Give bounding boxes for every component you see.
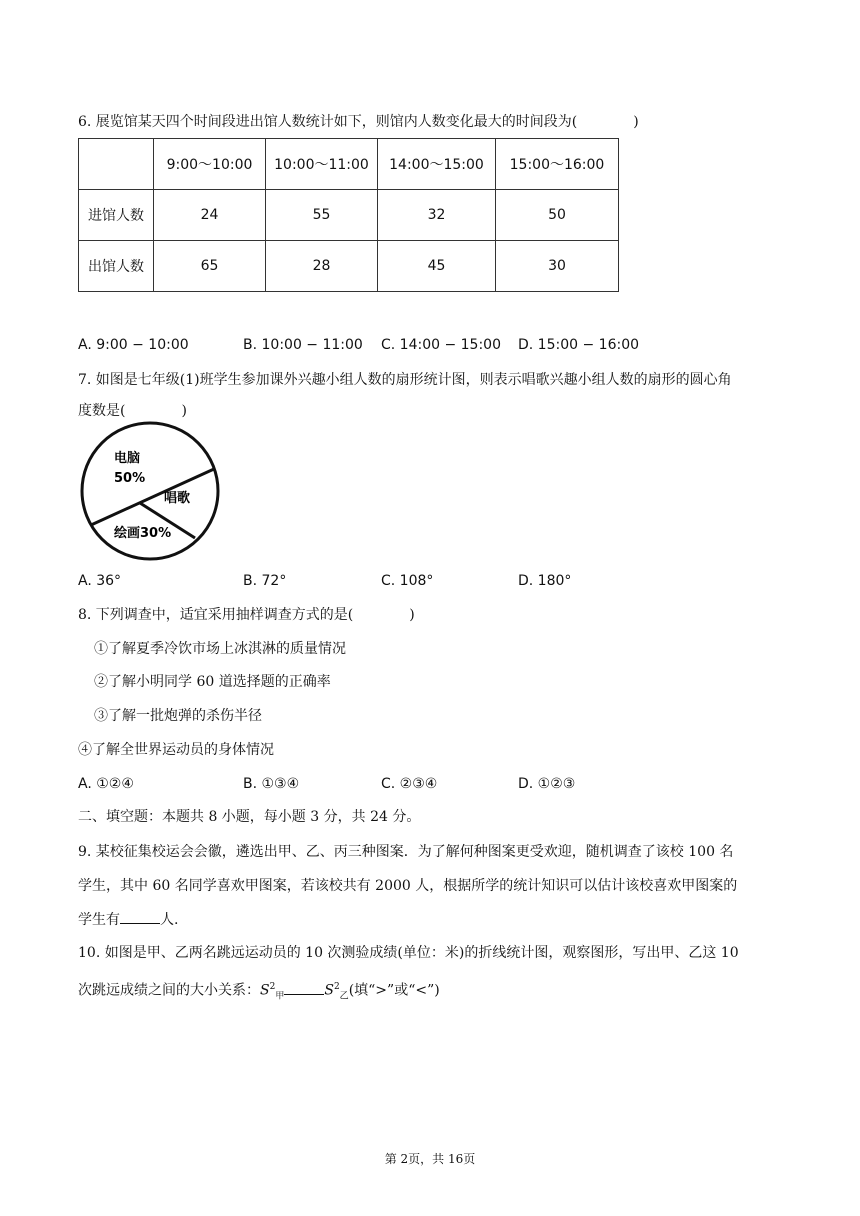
section-heading: 二、填空题：本题共 8 小题，每小题 3 分，共 24 分。 [78, 809, 421, 825]
variance-sub-jia: 甲 [275, 991, 285, 1002]
q9-line2: 学生，其中 60 名同学喜欢甲图案，若该校共有 2000 人，根据所学的统计知识可以估计该校喜欢甲图案的 [78, 878, 738, 894]
table-row [79, 241, 619, 292]
table-header-row [79, 139, 619, 190]
table-cell: 50 [496, 190, 619, 241]
q7-option-c: C. 108° [381, 573, 434, 589]
row-label: 出馆人数 [79, 241, 154, 292]
answer-blank [120, 909, 160, 924]
pie-label-drawing: 绘画30% [114, 526, 172, 541]
table-header-cell: 15:00～16:00 [496, 139, 619, 190]
q6-option-a: A. 9:00 − 10:00 [78, 337, 189, 353]
q7-option-d: D. 180° [518, 573, 572, 589]
square-exponent: 2 [269, 982, 276, 992]
row-label: 进馆人数 [79, 190, 154, 241]
table-cell: 45 [378, 241, 496, 292]
q9-line3-prefix: 学生有 [78, 912, 120, 928]
variance-symbol-yi: S [324, 982, 334, 999]
pie-label-singing: 唱歌 [164, 491, 191, 506]
table-cell: 28 [266, 241, 378, 292]
q10-line2 [78, 977, 440, 1006]
table-cell: 30 [496, 241, 619, 292]
variance-symbol-jia: S [260, 982, 270, 999]
table-header-cell [79, 139, 154, 190]
table-cell: 24 [154, 190, 266, 241]
q7-option-b: B. 72° [243, 573, 287, 589]
q10-line2-suffix: (填“>”或“<”) [348, 982, 440, 999]
table-header-cell: 14:00～15:00 [378, 139, 496, 190]
q6-table [78, 138, 619, 292]
q9-line3 [78, 909, 178, 930]
answer-blank [284, 980, 324, 995]
q7-option-a: A. 36° [78, 573, 122, 589]
q8-item-4: ④了解全世界运动员的身体情况 [78, 742, 274, 758]
q8-option-d: D. ①②③ [518, 776, 576, 792]
q6-option-b: B. 10:00 − 11:00 [243, 337, 363, 353]
q8-option-b: B. ①③④ [243, 776, 300, 792]
page-footer: 第 2页，共 16页 [384, 1152, 476, 1166]
q8-item-1: ①了解夏季冷饮市场上冰淇淋的质量情况 [94, 641, 346, 657]
q7-stem-line1: 7. 如图是七年级(1)班学生参加课外兴趣小组人数的扇形统计图，则表示唱歌兴趣小组人数的扇形的圆心角 [78, 372, 732, 388]
q8-stem: 8. 下列调查中，适宜采用抽样调查方式的是( ) [78, 607, 415, 623]
q10-line1: 10. 如图是甲、乙两名跳远运动员的 10 次测验成绩(单位：米)的折线统计图，观察图形，写出甲、乙这 10 [78, 945, 739, 961]
table-header-cell: 9:00～10:00 [154, 139, 266, 190]
pie-label-computer: 电脑 [114, 451, 141, 466]
table-cell: 55 [266, 190, 378, 241]
pie-label-computer-pct: 50% [114, 471, 146, 486]
q8-option-c: C. ②③④ [381, 776, 438, 792]
q8-item-2: ②了解小明同学 60 道选择题的正确率 [94, 674, 331, 690]
q9-line1: 9. 某校征集校运会会徽，遴选出甲、乙、丙三种图案．为了解何种图案更受欢迎，随机调查了该校 100 名 [78, 844, 734, 860]
table-cell: 65 [154, 241, 266, 292]
q6-option-d: D. 15:00 − 16:00 [518, 337, 640, 353]
q10-line2-prefix: 次跳远成绩之间的大小关系： [78, 982, 260, 999]
square-exponent: 2 [333, 982, 340, 992]
table-header-cell: 10:00～11:00 [266, 139, 378, 190]
q9-line3-suffix: 人. [160, 912, 179, 928]
q6-option-c: C. 14:00 − 15:00 [381, 337, 501, 353]
q8-item-3: ③了解一批炮弹的杀伤半径 [94, 708, 262, 724]
pie-chart [80, 420, 220, 562]
table-row [79, 190, 619, 241]
q8-option-a: A. ①②④ [78, 776, 134, 792]
variance-sub-yi: 乙 [339, 991, 349, 1002]
q7-stem-line2: 度数是( ) [78, 403, 187, 419]
q6-stem: 6. 展览馆某天四个时间段进出馆人数统计如下，则馆内人数变化最大的时间段为( ) [78, 114, 639, 130]
table-cell: 32 [378, 190, 496, 241]
